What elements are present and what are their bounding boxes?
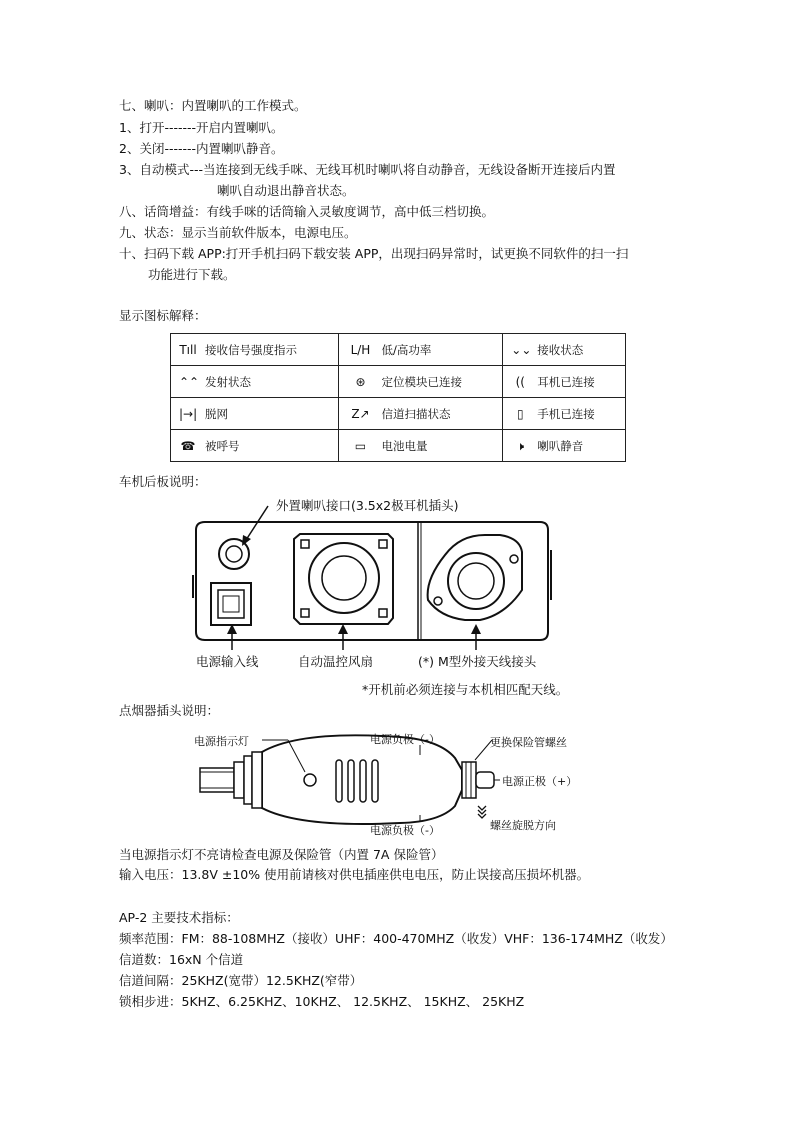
icon-label: 电池电量 [381,438,428,453]
phone-icon: ▯ [516,406,524,421]
icon-heading: 显示图标解释： [119,308,207,323]
transmit-icon: ⌃⌃ [179,374,200,389]
gps-icon: ⊛ [355,374,366,389]
specs-steps: 锁相步进：5KHZ、6.25KHZ、10KHZ、 12.5KHZ、 15KHZ、 25KHZ [119,994,525,1009]
icon-label: 接收信号强度指示 [205,342,297,357]
section-7-item-1: 1、打开-------开启内置喇叭。 [119,120,284,135]
section-10: 十、扫码下载 APP:打开手机扫码下载安装 APP，出现扫码异常时，试更换不同软件的扫一扫 [119,246,629,261]
battery-icon: ▭ [354,438,367,453]
fuse-cap [462,762,476,798]
indicator-label: 电源指示灯 [194,735,249,748]
section-7-item-3-cont: 喇叭自动退出静音状态。 [217,183,355,198]
scan-icon: Z↗ [351,406,370,421]
section-7-item-3: 3、自动模式---当连接到无线手咪、无线耳机时喇叭将自动静音，无线设备断开连接后内置 [119,162,616,177]
icon-label: 发射状态 [205,374,251,389]
section-7-title: 七、喇叭：内置喇叭的工作模式。 [119,98,307,113]
section-7-item-2: 2、关闭-------内置喇叭静音。 [119,141,284,156]
speaker-mute-icon: 🕨 [516,438,525,453]
fuse-screw-label: 更换保险管螺丝 [490,736,567,749]
note-indicator: 当电源指示灯不亮请检查电源及保险管（内置 7A 保险管） [119,847,444,862]
rear-panel-heading: 车机后板说明： [119,474,207,489]
icon-label: 低/高功率 [381,342,432,357]
offline-icon: |→| [179,406,198,421]
power-cable-label: 电源输入线 [196,654,259,669]
power-indicator-led [304,774,316,786]
earphone-icon: (( [515,374,525,389]
positive-label: 电源正极（+） [502,775,578,788]
specs-spacing: 信道间隔：25KHZ(宽带）12.5KHZ(窄带） [119,973,363,988]
icon-label: 手机已连接 [537,406,595,421]
icon-label: 脱网 [205,406,228,421]
negative-bottom-label: 电源负极（-） [370,824,440,837]
speaker-jack-label: 外置喇叭接口(3.5x2极耳机插头) [276,498,459,513]
antenna-label: (*) M型外接天线接头 [418,654,537,669]
fan-label: 自动温控风扇 [298,654,374,669]
icon-label: 耳机已连接 [537,374,595,389]
power-level-icon: L/H [350,342,371,357]
specs-channels: 信道数：16xN 个信道 [119,952,244,967]
note-voltage: 输入电压：13.8V ±10% 使用前请核对供电插座供电电压，防止误接高压损坏机器。 [119,867,590,882]
antenna-note: *开机前必须连接与本机相匹配天线。 [362,682,569,697]
icon-label: 喇叭静音 [537,438,584,453]
icon-label: 信道扫描状态 [381,406,451,421]
icon-label: 被呼号 [205,438,240,453]
negative-top-label: 电源负极（-） [370,733,440,746]
unscrew-direction-label: 螺丝旋脱方向 [490,819,556,832]
receive-icon: ⌄⌄ [511,342,532,357]
signal-strength-icon: Tıll [179,342,197,357]
section-8: 八、话筒增益：有线手咪的话筒输入灵敏度调节，高中低三档切换。 [119,204,495,219]
section-10-cont: 功能进行下载。 [148,267,236,282]
icon-label: 定位模块已连接 [381,374,462,389]
lighter-plug-heading: 点烟器插头说明： [119,703,220,718]
section-9: 九、状态：显示当前软件版本，电源电压。 [119,225,357,240]
specs-frequency: 频率范围：FM：88-108MHZ（接收）UHF：400-470MHZ（收发）VHF：136-174MHZ（收发） [119,931,673,946]
specs-title: AP-2 主要技术指标： [119,910,239,925]
called-icon: ☎ [180,438,196,453]
positive-tip [476,772,494,788]
icon-label: 接收状态 [537,342,584,357]
